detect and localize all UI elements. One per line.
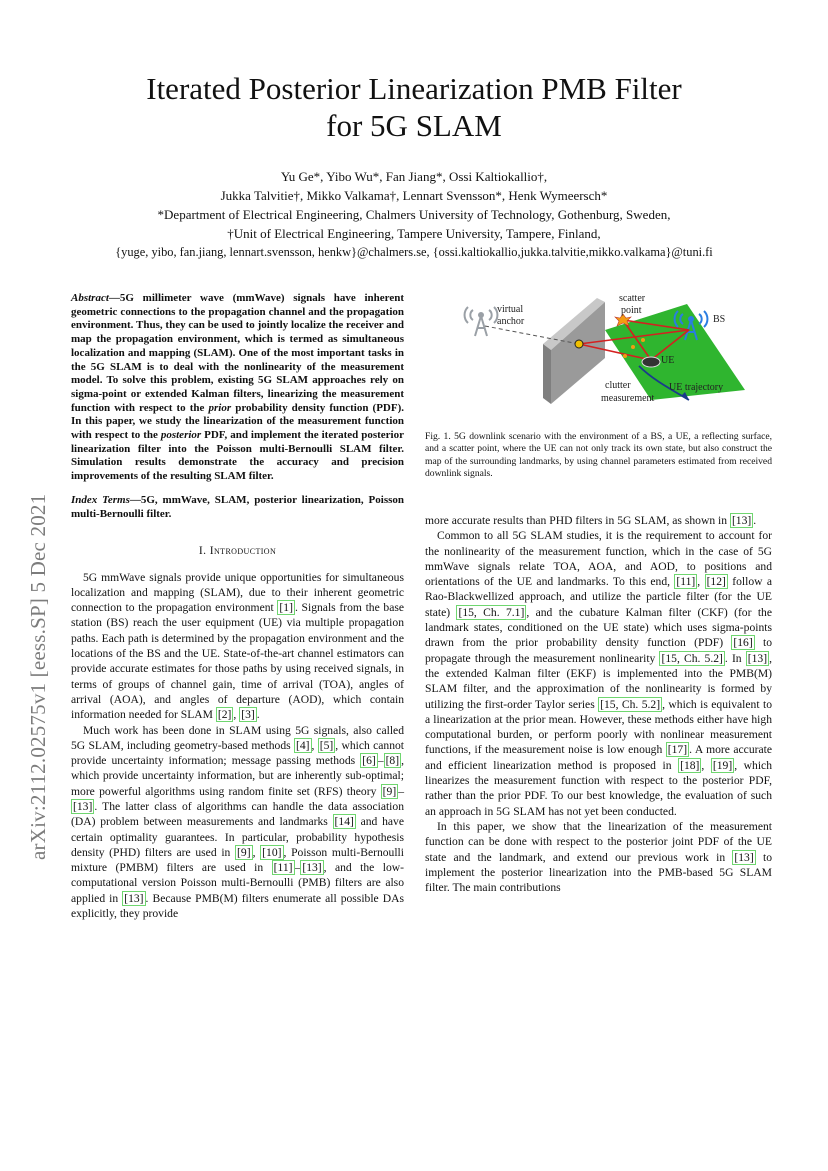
virtual-anchor-icon bbox=[465, 307, 498, 336]
citation-link[interactable]: [9] bbox=[382, 784, 397, 798]
citation-link[interactable]: [13] bbox=[124, 891, 144, 905]
authors-line-1: Yu Ge*, Yibo Wu*, Fan Jiang*, Ossi Kaltiokallio†, bbox=[280, 169, 548, 184]
citation-link[interactable]: [13] bbox=[302, 861, 322, 875]
citation-link[interactable]: [3] bbox=[241, 708, 255, 722]
virtual-anchor-dot bbox=[478, 312, 484, 318]
citation-link[interactable]: [9] bbox=[237, 845, 251, 859]
figure-1-illustration bbox=[455, 292, 745, 404]
citation-link[interactable]: [12] bbox=[706, 575, 726, 589]
label-anchor: anchor bbox=[497, 316, 525, 327]
abstract-label: Abstract bbox=[71, 292, 109, 304]
title-line-2: for 5G SLAM bbox=[326, 108, 502, 143]
arxiv-stamp: arXiv:2112.02575v1 [eess.SP] 5 Dec 2021 bbox=[26, 493, 50, 860]
intro-paragraph-1: 5G mmWave signals provide unique opportunities for simultaneous localization and mapping (SLAM), due to their inherent geometric connection to the propagation environment [1] . Signals from the base station (BS) reach the user equipment (UE) via multiple propagation paths. Each path is determined by the propagation environment and the locations of the BS and the UE. State-of-the-art channel estimators can provide accurate estimates for those paths by using received signals, in terms of groups of channel gain, time of arrival (TOA), angles of arrival (AOA), and angles of departure (AOD), which contain information needed for SLAM [2] , [3] . bbox=[71, 570, 405, 722]
right-paragraph-1: more accurate results than PHD filters in 5G SLAM, as shown in [13] . bbox=[425, 514, 757, 527]
author-block bbox=[50, 167, 778, 262]
label-clutter: clutter bbox=[605, 380, 631, 391]
abstract: Abstract—5G millimeter wave (mmWave) signals have inherent geometric connections to the propagation channel and the propagation environment. Thus, they can be used to jointly localize the receiver and map the propagation environment, which is termed as simultaneous localization and mapping (SLAM). One of the most important tasks in the 5G SLAM is to deal with the nonlinearity of the measurement model. To solve this problem, existing 5G SLAM approaches rely on sigma-point or extended Kalman filters, linearizing the measurement function with respect to the prior probability density function (PDF). In this paper, we study the linearization of the measurement function with respect to the posterior PDF, and implement the iterated posterior linearization filter into the Poisson multi-Bernoulli SLAM filter. Simulation results demonstrate the accuracy and precision improvements of the resulting SLAM filter. bbox=[71, 292, 404, 483]
paper-title bbox=[60, 70, 768, 144]
citation-link[interactable]: [5] bbox=[319, 738, 334, 752]
citation-link[interactable]: [19] bbox=[712, 758, 733, 772]
affiliation-1: *Department of Electrical Engineering, Chalmers University of Technology, Gothenburg, Sweden, bbox=[157, 207, 671, 222]
label-measurement: measurement bbox=[601, 393, 655, 404]
left-column bbox=[71, 292, 404, 921]
citation-link[interactable]: [8] bbox=[385, 754, 400, 768]
citation-link[interactable]: [17] bbox=[667, 743, 688, 757]
label-ue: UE bbox=[661, 355, 675, 366]
citation-link[interactable]: [16] bbox=[733, 636, 753, 650]
citation-link[interactable]: [1] bbox=[279, 601, 293, 615]
citation-link[interactable]: [13] bbox=[734, 850, 754, 864]
label-virtual: virtual bbox=[497, 304, 524, 315]
label-ue-trajectory: UE trajectory bbox=[669, 382, 724, 393]
citation-link[interactable]: [15, Ch. 5.2] bbox=[661, 651, 723, 665]
reflection-point bbox=[575, 340, 583, 348]
authors-line-2: Jukka Talvitie†, Mikko Valkama†, Lennart Svensson*, Henk Wymeersch* bbox=[220, 188, 608, 203]
label-scatter: scatter bbox=[619, 293, 646, 304]
citation-link[interactable]: [10] bbox=[262, 845, 282, 859]
citation-link[interactable]: [2] bbox=[217, 708, 232, 722]
reflecting-surface-side bbox=[543, 344, 551, 404]
label-point: point bbox=[621, 305, 642, 316]
affiliation-2: †Unit of Electrical Engineering, Tampere University, Tampere, Finland, bbox=[227, 226, 601, 241]
citation-link[interactable]: [13] bbox=[73, 800, 93, 813]
label-bs: BS bbox=[713, 314, 726, 325]
citation-link[interactable]: [14] bbox=[334, 815, 354, 829]
figure-1-caption: Fig. 1. 5G downlink scenario with the environment of a BS, a UE, a reflecting surface, and a scatter point, where the UE can not only track its own state, but also construct the map of the surrounding landmarks, by using channel parameters estimated from received downlink signals. bbox=[425, 431, 772, 479]
citation-link[interactable]: [11] bbox=[273, 861, 293, 875]
intro-paragraph-2: Much work has been done in SLAM using 5G signals, also called 5G SLAM, including geometry-based methods [4] , [5] , which cannot provide uncertainty information; message passing methods [6] – [8] , which provide uncertainty information, but are inherently sub-optimal; more powerful algorithms using random finite set (RFS) theory [9] –[13] . The latter class of algorithms can handle the data association (DA) problem between measurements and landmarks [14] and have certain optimality guarantees. In particular, probability hypothesis density (PHD) filters are used in [9] , [10] , Poisson multi-Bernoulli mixture (PMBM) filters are used in [11] – [13] , and the low-computational version Poisson multi-Bernoulli (PMB) filters are also applied in [13] . Because PMB(M) filters enumerate all possible DAs explicitly, they provide bbox=[71, 723, 405, 921]
citation-link[interactable]: [4] bbox=[295, 738, 310, 752]
right-paragraph-3: In this paper, we show that the linearization of the measurement function can be done with respect to the posterior joint PDF of the UE state and the landmark, and extend our previous work in [13] to implement the posterior linearization into the PMB-based 5G SLAM filter. The main contributions bbox=[425, 819, 773, 895]
title-line-1: Iterated Posterior Linearization PMB Filter bbox=[146, 71, 682, 106]
index-terms-label: Index Terms bbox=[71, 493, 130, 506]
figure-1 bbox=[455, 292, 745, 404]
citation-link[interactable]: [15, Ch. 7.1] bbox=[458, 605, 525, 619]
citation-link[interactable]: [13] bbox=[731, 514, 752, 527]
citation-link[interactable]: [11] bbox=[676, 575, 696, 589]
right-column bbox=[425, 513, 772, 895]
citation-link[interactable]: [18] bbox=[680, 758, 700, 772]
citation-link[interactable]: [13] bbox=[747, 651, 768, 665]
citation-link[interactable]: [15, Ch. 5.2] bbox=[600, 697, 661, 711]
ue-device bbox=[642, 357, 660, 367]
bs-antenna-dot bbox=[688, 316, 694, 322]
right-paragraph-2: Common to all 5G SLAM studies, it is the requirement to account for the nonlinearity of the measurement function, which in the case of 5G mmWave signals relate TOA, AOA, and AOD, to positions and orientations of the UE and landmarks. To this end, [11] , [12] follow a Rao-Blackwellized approach, and utilize the particle filter (for the UE state) [15, Ch. 7.1] , and the cubature Kalman filter (CKF) (for the landmark states, conditioned on the UE state) which uses sigma-points drawn from the prior probability density function (PDF) [16] to propagate through the measurement nonlinearity [15, Ch. 5.2] . In [13] , the extended Kalman filter (EKF) is implemented into the PMB(M) SLAM filter, and the approximation of the nonlinearity is formed by utilizing the first-order Taylor series [15, Ch. 5.2] , which is equivalent to a linearization at the prior mean. However, these methods either have high computational burden, or perform poorly with nonlinear measurement functions, if the measurement noise is low enough [17] . A more accurate and efficient linearization method is proposed in [18] , [19] , which linearizes the measurement function with respect to the posterior PDF, rather than the prior PDF. To our best knowledge, the evaluation of such an approach in 5G SLAM has not yet been conducted. bbox=[425, 529, 773, 818]
section-heading-introduction: I. Introduction bbox=[198, 544, 277, 558]
author-emails: {yuge, yibo, fan.jiang, lennart.svensson, henkw}@chalmers.se, {ossi.kaltiokallio,jukka.talvitie,mikko.valkama}@tuni.fi bbox=[115, 245, 713, 259]
citation-link[interactable]: [6] bbox=[362, 754, 376, 768]
index-terms: Index Terms—5G, mmWave, SLAM, posterior linearization, Poisson multi-Bernoulli filter. bbox=[71, 493, 404, 520]
